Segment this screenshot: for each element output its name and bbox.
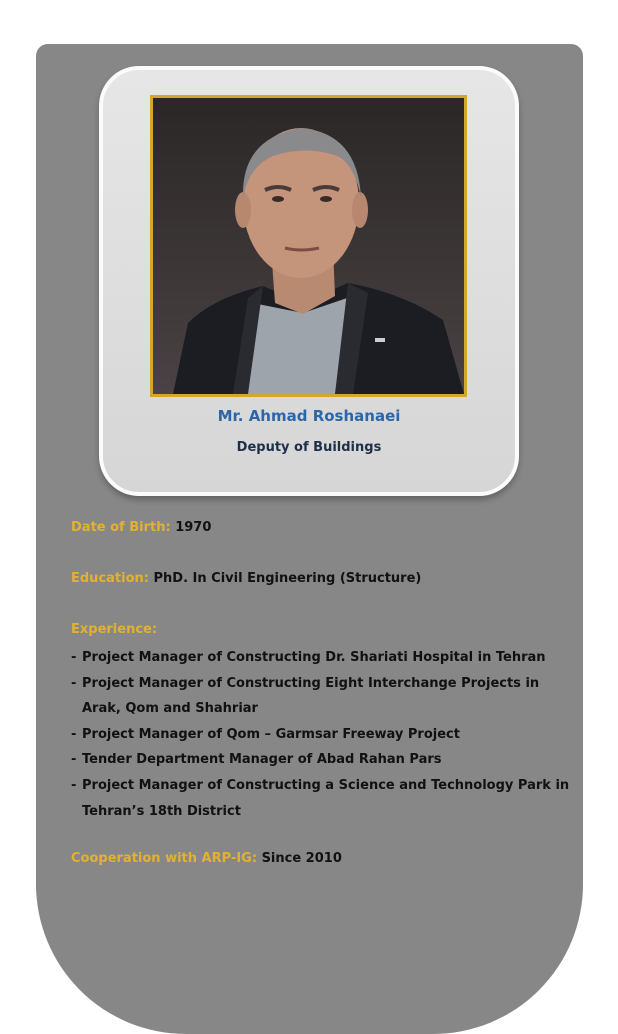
list-item: - Project Manager of Constructing Eight Interchange Projects in Arak, Qom and Shahriar [71,671,571,722]
cooperation-label: Cooperation with ARP-IG: [71,851,258,866]
cooperation-value: Since 2010 [261,851,342,866]
person-name: Mr. Ahmad Roshanaei [217,407,401,425]
experience-list [71,645,571,824]
education-value: PhD. In Civil Engineering (Structure) [153,571,422,586]
list-item: - Tender Department Manager of Abad Rahan Pars [71,747,571,773]
profile-photo [150,95,467,397]
portrait-illustration [153,98,464,394]
person-title: Deputy of Buildings [236,440,382,455]
experience-label: Experience: [71,622,158,637]
dob-row [71,520,211,535]
education-label: Education: [71,571,149,586]
list-item: - Project Manager of Constructing Dr. Shariati Hospital in Tehran [71,645,571,671]
education-row [71,571,421,586]
list-item: - Project Manager of Qom – Garmsar Freeway Project [71,722,571,748]
list-item: - Project Manager of Constructing a Science and Technology Park in Tehran’s 18th District [71,773,571,824]
dob-label: Date of Birth: [71,520,171,535]
dob-value: 1970 [175,520,212,535]
experience-heading [71,622,157,637]
cooperation-row [71,851,342,866]
